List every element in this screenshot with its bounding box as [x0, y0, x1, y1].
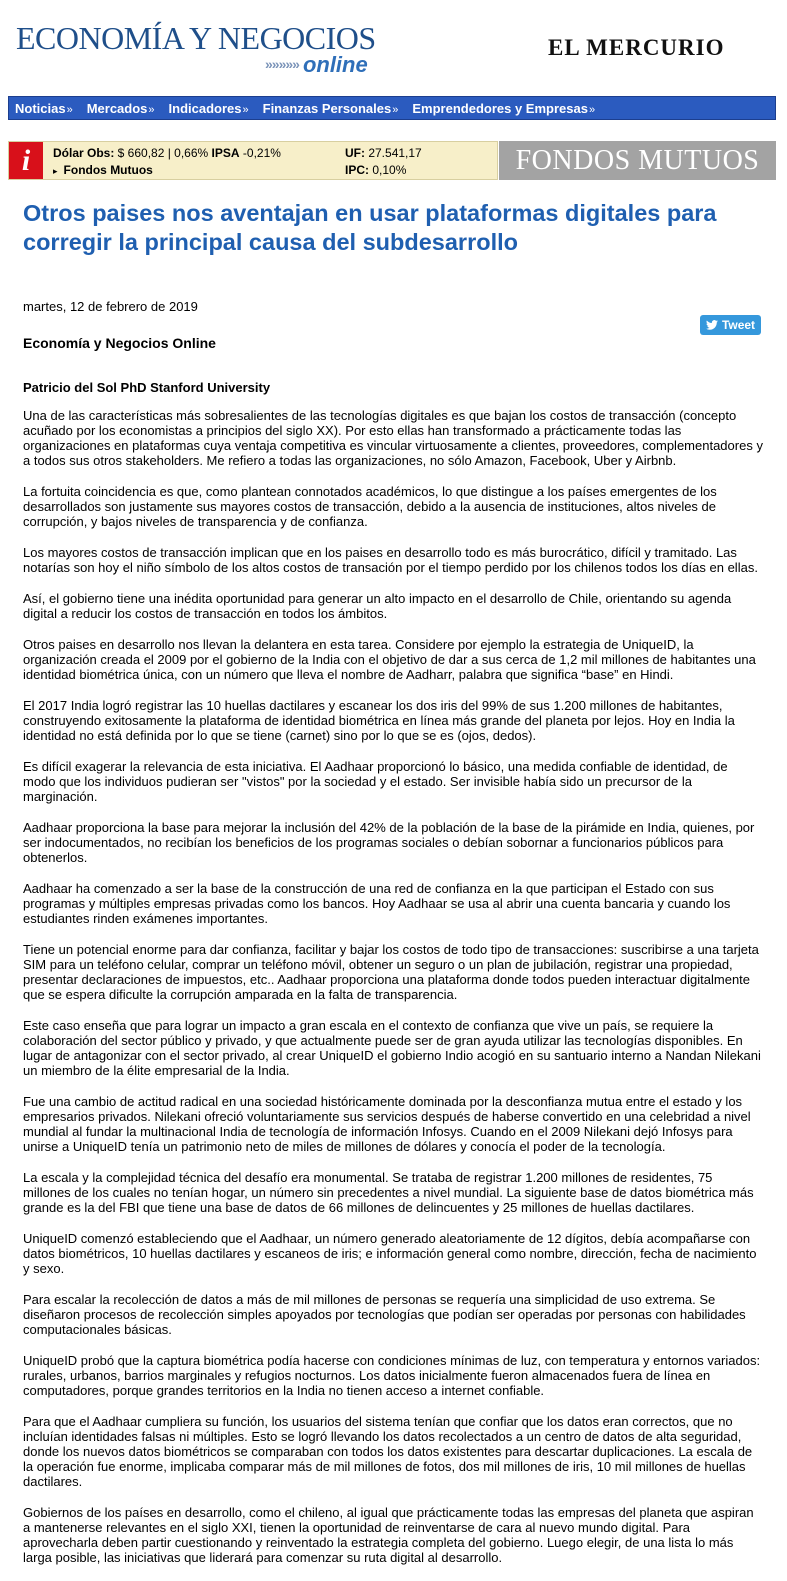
el-mercurio-logo[interactable]: EL MERCURIO: [548, 35, 725, 60]
chevron-icon: »: [242, 103, 249, 116]
article-paragraph: Una de las características más sobresalientes de las tecnologías digitales es que bajan los costos de transacción (concepto acuñado por los economistas a principios del siglo XX). Por esto ellas han transformado a prácticamente todas las organizaciones en plataformas cuya ventaja competitiva es vincular virtuosamente a clientes, proveedores, complementadores y a todos sus otros stakeholders. Me refiero a todas las organizaciones, no sólo Amazon, Facebook, Uber y Airbnb.: [23, 408, 763, 468]
uf-label: UF:: [345, 146, 365, 160]
nav-item-finanzas-personales[interactable]: Finanzas Personales»: [262, 100, 399, 116]
nav-item-emprendedores[interactable]: Emprendedores y Empresas»: [412, 100, 596, 116]
ipc-indicator: [345, 163, 406, 177]
chevron-icon: »: [148, 103, 155, 116]
article-paragraph: El 2017 India logró registrar las 10 huellas dactilares y escanear los dos iris del 99% de sus 1.200 millones de habitantes, construyendo exitosamente la plataforma de identidad biométrica en línea más grande del planeta por lejos. Hoy en India la identidad no está definida por lo que se tiene (carnet) sino por lo que se es (ojos, dedos).: [23, 698, 735, 743]
article-paragraph: Fue una cambio de actitud radical en una sociedad históricamente dominada por la desconfianza mutua entre el estado y los empresarios privados. Nilekani ofreció voluntariamente sus servicios después de haberse convertido en una celebridad a nivel mundial al fundar la multinacional India de tecnología de información Infosys. Cuando en el 2009 Nilekani dejó Infosys para unirse a UniqueID tenía un patrimonio neto de miles de millones de dólares y conocía el poder de la tecnología.: [23, 1094, 751, 1154]
chevron-icon: »: [588, 103, 596, 116]
logo-arrows: »»»»»: [265, 56, 299, 72]
chevron-icon: »: [392, 103, 399, 116]
article-title: Otros paises nos aventajan en usar plataformas digitales para corregir la principal causa del subdesarrollo: [23, 200, 717, 255]
economia-negocios-logo[interactable]: ECONOMÍA Y NEGOCIOS: [16, 20, 376, 56]
info-icon[interactable]: i: [9, 142, 43, 179]
article-paragraph: UniqueID probó que la captura biométrica podía hacerse con condiciones mínimas de luz, con temperatura y entornos variados: rurales, urbanos, barrios marginales y refugios nocturnos. Los datos inicialmente fueron almacenados fuera de línea en computadores, porque grandes territorios en la India no tienen acceso a internet confiable.: [23, 1353, 761, 1398]
article-paragraph: Así, el gobierno tiene una inédita oportunidad para generar un alto impacto en el desarrollo de Chile, orientando su agenda digital a reducir los costos de transacción en todos los ámbitos.: [23, 591, 732, 621]
twitter-bird-icon: [706, 320, 718, 330]
article-paragraph: Este caso enseña que para lograr un impacto a gran escala en el contexto de confianza que vive un país, se requiere la colaboración del sector público y privado, y que actualmente puede ser de gran ayuda utilizar las tecnologías disponibles. En lugar de antagonizar con el sector privado, al crear UniqueID el gobierno Indio acogió en su santuario interno a Nandan Nilekani un miembro de la élite empresarial de la India.: [23, 1018, 761, 1078]
ipc-value: 0,10%: [369, 163, 407, 177]
online-logo[interactable]: [265, 52, 368, 78]
article-paragraph: Tiene un potencial enorme para dar confianza, facilitar y bajar los costos de todo tipo de transacciones: suscribirse a una tarjeta SIM para un teléfono celular, comprar un teléfono móvil, obtener un seguro o un plan de jubilación, registrar una propiedad, presentar declaraciones de impuestos, etc.. Aadhaar proporciona una plataforma donde todos pueden interactuar digitalmente que se espera dificulte la corrupción amparada en la falta de transparencia.: [23, 942, 759, 1002]
article-paragraph: Es difícil exagerar la relevancia de esta iniciativa. El Aadhaar proporcionó lo básico, una medida confiable de identidad, de modo que los individuos pudieran ser "vistos" por la sociedad y el estado. Ser invisible había sido un precursor de la marginación.: [23, 759, 728, 804]
article-paragraph: Para que el Aadhaar cumpliera su función, los usuarios del sistema tenían que confiar que los datos eran correctos, que no incluían identidades falsas ni múltiples. Esto se logró llevando los datos recolectados a un centro de datos de alta seguridad, donde los nuevos datos biométricos se comparaban con todos los datos existentes para descartar duplicaciones. La escala de la operación fue enorme, implicaba comparar más de mil millones de fotos, dos mil millones de iris, 10 mil millones de huellas dactilares.: [23, 1414, 753, 1489]
uf-value: 27.541,17: [365, 146, 422, 160]
ipc-label: IPC:: [345, 163, 369, 177]
article-author: Patricio del Sol PhD Stanford University: [23, 380, 271, 395]
article-body: [23, 408, 763, 1581]
ipsa-value: -0,21%: [239, 146, 281, 160]
article-paragraph: Aadhaar proporciona la base para mejorar la inclusión del 42% de la población de la base de la pirámide en India, quienes, por ser indocumentados, no recibían los beneficios de los programas sociales o debían sobornar a funcionarios públicos para obtenerlos.: [23, 820, 755, 865]
ipsa-label: IPSA: [211, 146, 240, 160]
dolar-ipsa-line: [53, 146, 281, 160]
nav-item-indicadores[interactable]: Indicadores»: [168, 100, 249, 116]
triangle-right-icon: ▸: [53, 166, 58, 176]
tweet-label: Tweet: [721, 318, 756, 332]
site-header: [0, 0, 787, 95]
article-paragraph: Para escalar la recolección de datos a más de mil millones de personas se requería una simplicidad de uso extrema. Se diseñaron procesos de recolección simples apoyados por tecnologías que podían ser operadas por personas con habilidades computacionales básicas.: [23, 1292, 746, 1337]
article-paragraph: UniqueID comenzó estableciendo que el Aadhaar, un número generado aleatoriamente de 12 dígitos, debía acompañarse con datos biométricos, 10 huellas dactilares y escaneos de iris; e información general como nombre, dirección, fecha de nacimiento y sexo.: [23, 1231, 757, 1276]
fondos-mutuos-banner[interactable]: FONDOS MUTUOS: [499, 141, 776, 180]
main-nav: [8, 96, 776, 120]
article-paragraph: Gobiernos de los países en desarrollo, como el chileno, al igual que prácticamente todas las empresas del planeta que aspiran a mantenerse relevantes en el siglo XXI, tienen la oportunidad de reinventarse de cara al nuevo mundo digital. Para aprovecharla deben partir cuestionando y reinventado la estrategia completa del gobierno. Luego elegir, de una lista lo más larga posible, las iniciativas que liderará para comenzar su ruta digital al desarrollo.: [23, 1505, 754, 1565]
chevron-icon: »: [66, 103, 73, 116]
indicators-ticker: [8, 141, 498, 180]
section-name: Economía y Negocios Online: [23, 335, 216, 351]
dolar-label: Dólar Obs:: [53, 146, 115, 160]
nav-item-noticias[interactable]: Noticias»: [15, 100, 73, 116]
logo-online-text: online: [302, 52, 368, 77]
article-date: martes, 12 de febrero de 2019: [23, 299, 198, 314]
uf-indicator: [345, 146, 422, 160]
article-paragraph: La fortuita coincidencia es que, como plantean connotados académicos, lo que distingue a los países emergentes de los desarrollados son justamente sus mayores costos de transacción, debido a la ausencia de instituciones, altos niveles de corrupción, y bajos niveles de transparencia y de confianza.: [23, 484, 717, 529]
article-paragraph: Aadhaar ha comenzado a ser la base de la construcción de una red de confianza en la que participan el Estado con sus programas y múltiples empresas privadas como los bancos. Hoy Aadhaar se usa al abrir una cuenta bancaria y cuando los estudiantes rinden exámenes importantes.: [23, 881, 731, 926]
article-paragraph: Otros paises en desarrollo nos llevan la delantera en esta tarea. Considere por ejemplo la estrategia de UniqueID, la organización creada el 2009 por el gobierno de la India con el objetivo de dar a sus cerca de 1,2 mil millones de habitantes una identidad biométrica única, con un número que lleva el nombre de Aadharr, palabra que significa “base” en Hindi.: [23, 637, 756, 682]
tweet-button[interactable]: [700, 315, 761, 335]
dolar-value: $ 660,82 | 0,66%: [114, 146, 212, 160]
article-paragraph: Los mayores costos de transacción implican que en los paises en desarrollo todo es más burocrático, difícil y tramitado. Las notarías son hoy el niño símbolo de los altos costos de transación por el tiempo perdido por los chilenos todos los días en ellas.: [23, 545, 758, 575]
nav-item-mercados[interactable]: Mercados»: [86, 100, 155, 116]
article-paragraph: La escala y la complejidad técnica del desafío era monumental. Se trataba de registrar 1.200 millones de residentes, 75 millones de los cuales no tenían hogar, un número sin precedentes a nivel mundial. La siguiente base de datos biométrica más grande es la del FBI que tiene una base de datos de 66 millones de delincuentes y 25 millones de huellas dactilares.: [23, 1170, 754, 1215]
fondos-mutuos-link[interactable]: ▸ Fondos Mutuos: [53, 163, 153, 177]
